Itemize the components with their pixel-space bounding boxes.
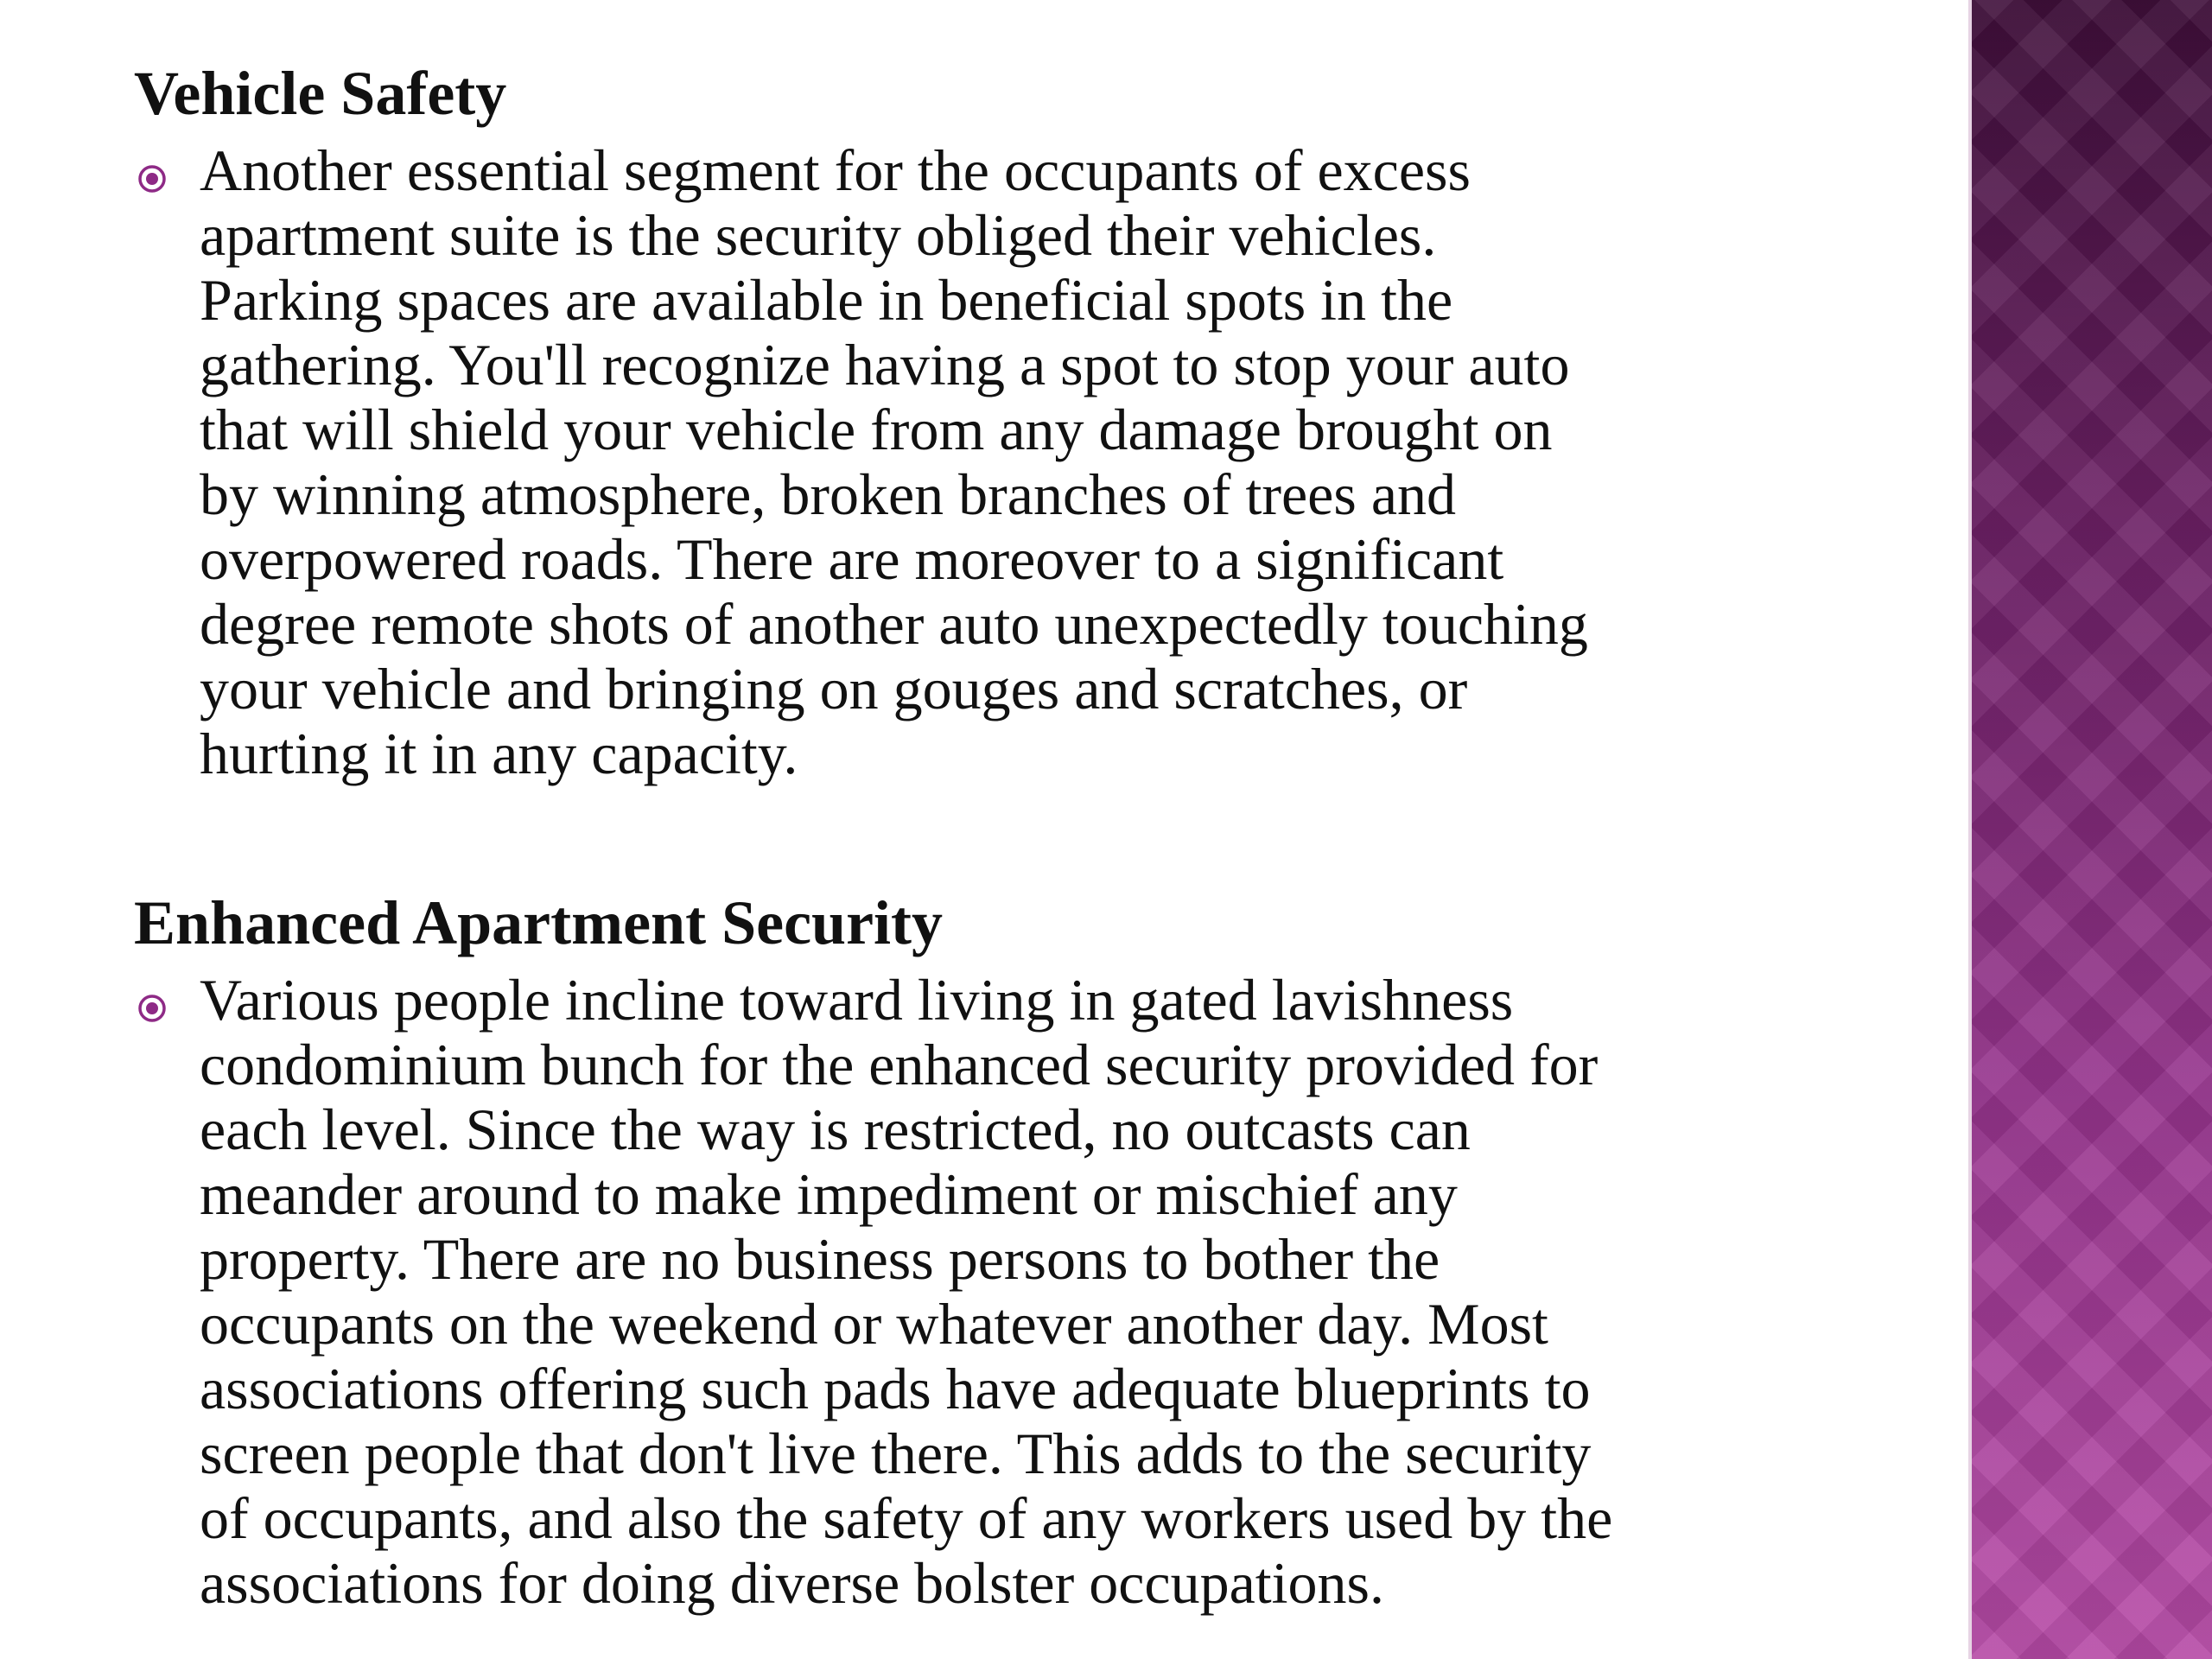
paragraph-line: that will shield your vehicle from any damage brought on bbox=[200, 397, 1553, 462]
paragraph-line: by winning atmosphere, broken branches of trees and bbox=[200, 461, 1456, 527]
paragraph-line: screen people that don't live there. This adds to the security bbox=[200, 1421, 1592, 1486]
heading-enhanced-apartment-security: Enhanced Apartment Security bbox=[134, 888, 943, 957]
paragraph-line: of occupants, and also the safety of any workers used by the bbox=[200, 1485, 1613, 1551]
paragraph-line: your vehicle and bringing on gouges and scratches, or bbox=[200, 656, 1468, 721]
paragraph-line: condominium bunch for the enhanced security provided for bbox=[200, 1032, 1599, 1097]
decorative-side-band bbox=[1972, 0, 2212, 1659]
paragraph-line: hurting it in any capacity. bbox=[200, 721, 798, 786]
paragraph-line: Various people incline toward living in gated lavishness bbox=[200, 967, 1514, 1033]
paragraph-line: apartment suite is the security obliged their vehicles. bbox=[200, 202, 1437, 268]
paragraph-line: each level. Since the way is restricted, no outcasts can bbox=[200, 1096, 1471, 1162]
bullet-enhanced-apartment-security bbox=[134, 968, 1862, 1616]
paragraph-line: degree remote shots of another auto unexpectedly touching bbox=[200, 591, 1588, 657]
circled-dot-bullet-icon bbox=[137, 164, 167, 194]
bullet-vehicle-safety bbox=[134, 138, 1862, 786]
paragraph-line: associations offering such pads have adequate blueprints to bbox=[200, 1356, 1591, 1421]
paragraph-line: Parking spaces are available in beneficial spots in the bbox=[200, 267, 1453, 333]
paragraph-line: property. There are no business persons to bother the bbox=[200, 1226, 1440, 1292]
paragraph-line: occupants on the weekend or whatever another day. Most bbox=[200, 1291, 1548, 1357]
paragraph-line: gathering. You'll recognize having a spot to stop your auto bbox=[200, 332, 1570, 397]
heading-vehicle-safety: Vehicle Safety bbox=[134, 59, 507, 128]
slide-content bbox=[134, 54, 1862, 1616]
paragraph-line: Another essential segment for the occupants of excess bbox=[200, 137, 1471, 203]
paragraph-line: meander around to make impediment or mischief any bbox=[200, 1161, 1458, 1227]
circled-dot-bullet-icon bbox=[137, 994, 167, 1023]
paragraph-line: overpowered roads. There are moreover to a significant bbox=[200, 526, 1504, 592]
paragraph-line: associations for doing diverse bolster occupations. bbox=[200, 1550, 1385, 1616]
